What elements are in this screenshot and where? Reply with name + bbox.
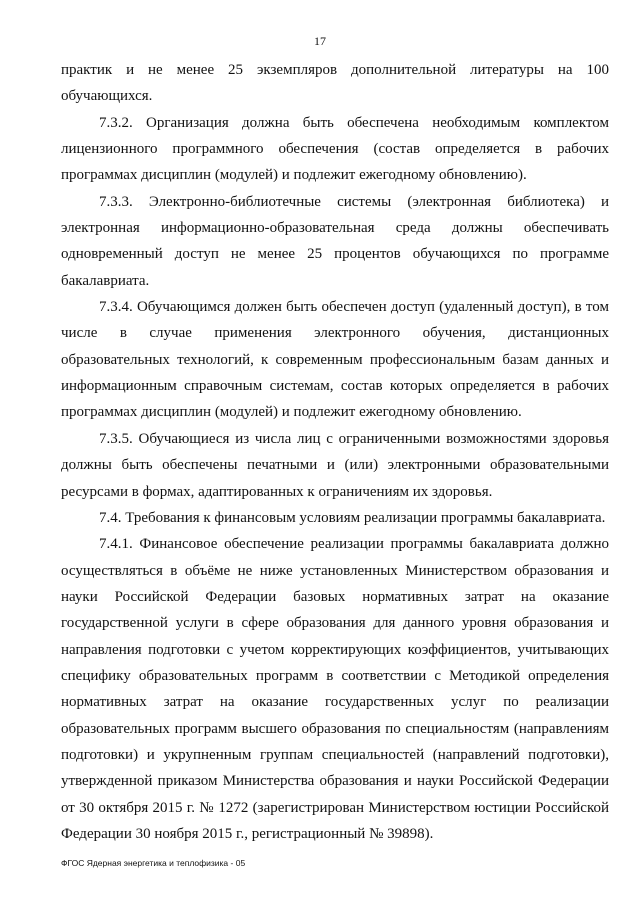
paragraph-7-3-5: 7.3.5. Обучающиеся из числа лиц с ограниченными возможностями здоровья должны быть обеспечены печатными и (или) электронными образовательными ресурсами в формах, адаптированных к ограничениям их здоровья.: [61, 430, 609, 500]
document-body: [61, 57, 609, 847]
page-footer: ФГОС Ядерная энергетика и теплофизика - 05: [61, 858, 246, 868]
paragraph-7-3-2: 7.3.2. Организация должна быть обеспечена необходимым комплектом лицензионного программного обеспечения (состав определяется в рабочих программах дисциплин (модулей) и подлежит ежегодному обновлению).: [61, 114, 609, 184]
paragraph-7-3-3: 7.3.3. Электронно-библиотечные системы (электронная библиотека) и электронная информационно-образовательная среда должны обеспечивать одновременный доступ не менее 25 процентов обучающихся по программе бакалавриата.: [61, 193, 609, 289]
paragraph-7-4: 7.4. Требования к финансовым условиям реализации программы бакалавриата.: [99, 509, 606, 526]
paragraph-7-4-1: 7.4.1. Финансовое обеспечение реализации программы бакалавриата должно осуществляться в объёме не ниже установленных Министерством образования и науки Российской Федерации базовых нормативных затрат на оказание государственной услуги в сфере образования для данного уровня образования и направления подготовки с учетом корректирующих коэффициентов, учитывающих специфику образовательных программ в соответствии с Методикой определения нормативных затрат на оказание государственных услуг по реализации образовательных программ высшего образования по специальностям (направлениям подготовки) и укрупненным группам специальностей (направлений подготовки), утвержденной приказом Министерства образования и науки Российской Федерации от 30 октября 2015 г. № 1272 (зарегистрирован Министерством юстиции Российской Федерации 30 ноября 2015 г., регистрационный № 39898).: [61, 536, 609, 842]
paragraph-7-3-4: 7.3.4. Обучающимся должен быть обеспечен доступ (удаленный доступ), в том числе в случае применения электронного обучения, дистанционных образовательных технологий, к современным профессиональным базам данных и информационным справочным системам, состав которых определяется в рабочих программах дисциплин (модулей) и подлежит ежегодному обновлению.: [61, 299, 609, 421]
page-number: 17: [314, 34, 326, 48]
paragraph-continuation: практик и не менее 25 экземпляров дополнительной литературы на 100 обучающихся.: [61, 62, 609, 105]
